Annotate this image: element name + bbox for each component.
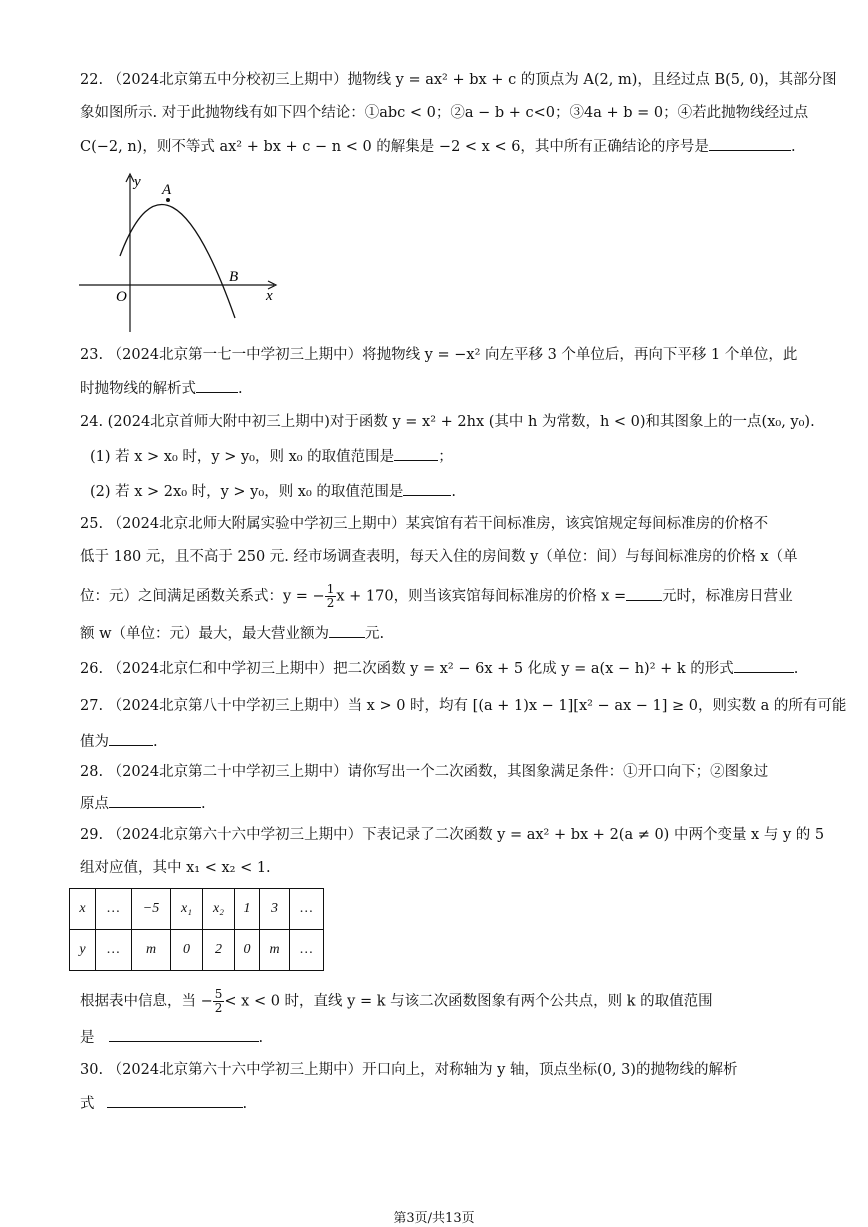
q23-line1: 23. （2024北京第一七一中学初三上期中）将抛物线 y = −x² 向左平移 3 个单位后，再向下平移 1 个单位，此 <box>80 347 798 363</box>
table-cell: x₂ <box>203 889 235 930</box>
x-axis-label: x <box>266 288 273 304</box>
q25-line3-a: 位：元）之间满足函数关系式：y = − <box>80 588 325 605</box>
q30-line2-end: . <box>242 1096 248 1112</box>
q29-line1: 29. （2024北京第六十六中学初三上期中）下表记录了二次函数 y = ax² + bx + 2(a ≠ 0) 中两个变量 x 与 y 的 5 <box>80 827 825 843</box>
q30-line2 <box>80 1093 247 1114</box>
q25-frac-num: 1 <box>326 582 335 596</box>
table-cell: x <box>70 889 96 930</box>
q29-line4-end: . <box>258 1030 264 1046</box>
table-cell: 0 <box>235 930 260 971</box>
q27-answer-blank <box>109 731 153 746</box>
table-row-x <box>70 889 324 930</box>
q24-part2 <box>90 481 456 502</box>
table-cell: x₁ <box>171 889 203 930</box>
q29-answer-blank <box>109 1027 259 1042</box>
table-cell: m <box>132 930 171 971</box>
q24-part1-blank <box>394 446 438 461</box>
q22-line1: 22. （2024北京第五中分校初三上期中）抛物线 y = ax² + bx + c 的顶点为 A(2, m)，且经过点 B(5, 0)，其部分图 <box>80 72 837 88</box>
q22-answer-blank <box>709 136 791 151</box>
q29-line3 <box>80 988 713 1015</box>
q25-line2: 低于 180 元，且不高于 250 元. 经市场调查表明，每天入住的房间数 y（单位：间）与每间标准房的价格 x（单 <box>80 549 798 565</box>
q22-line3 <box>80 136 796 157</box>
table-cell: −5 <box>132 889 171 930</box>
q24-part1-end: ； <box>438 449 453 465</box>
q24-part2-blank <box>403 481 451 496</box>
q24-line1: 24. (2024北京首师大附中初三上期中)对于函数 y = x² + 2hx (其中 h 为常数，h < 0)和其图象上的一点(x₀, y₀). <box>80 414 815 430</box>
q25-line3-c: 元时，标准房日营业 <box>662 588 793 605</box>
origin-label: O <box>116 289 127 305</box>
table-cell: 0 <box>171 930 203 971</box>
q28-line2-text: 原点 <box>80 796 109 812</box>
q30-answer-blank <box>107 1093 243 1108</box>
q25-line3-b: x + 170，则当该宾馆每间标准房的价格 x = <box>336 588 627 605</box>
q27-line2-text: 值为 <box>80 734 109 750</box>
q26-line1-text: 26. （2024北京仁和中学初三上期中）把二次函数 y = x² − 6x + 5 化成 y = a(x − h)² + k 的形式 <box>80 661 734 677</box>
table-cell: … <box>96 930 132 971</box>
q28-answer-blank <box>109 793 201 808</box>
q28-line2 <box>80 793 206 814</box>
q29-frac-den: 2 <box>214 1001 223 1015</box>
q26-line1-end: . <box>793 661 799 677</box>
parabola-curve <box>120 204 235 318</box>
q26-line1 <box>80 658 798 679</box>
q25-line3 <box>80 583 793 610</box>
q25-line4-a: 额 w（单位：元）最大，最大营业额为 <box>80 626 330 642</box>
parabola-graph <box>76 168 286 334</box>
q25-fraction <box>325 583 337 610</box>
q27-line1: 27. （2024北京第八十中学初三上期中）当 x > 0 时，均有 [(a + 1)x − 1][x² − ax − 1] ≥ 0，则实数 a 的所有可能 <box>80 698 847 714</box>
q30-line2-text: 式 <box>80 1096 95 1112</box>
q22-line2: 象如图所示. 对于此抛物线有如下四个结论：①abc < 0；②a − b + c<0；③4a + b = 0；④若此抛物线经过点 <box>80 105 809 121</box>
table-row-y <box>70 930 324 971</box>
vertex-point-a <box>166 198 170 202</box>
point-b-label: B <box>229 269 239 285</box>
q22-line3-text: C(−2, n)，则不等式 ax² + bx + c − n < 0 的解集是 −2 < x < 6，其中所有正确结论的序号是 <box>80 139 709 155</box>
table-cell: 1 <box>235 889 260 930</box>
page-footer: 第3页/共13页 <box>393 1211 475 1226</box>
q23-line2-text: 时抛物线的解析式 <box>80 381 196 397</box>
value-table <box>69 888 324 971</box>
table-cell: 2 <box>203 930 235 971</box>
q23-line2 <box>80 378 243 399</box>
q28-line2-end: . <box>201 796 206 812</box>
q23-answer-blank <box>196 378 238 393</box>
table-cell: y <box>70 930 96 971</box>
q26-answer-blank <box>734 658 794 673</box>
q29-line2: 组对应值，其中 x₁ < x₂ < 1. <box>80 860 271 876</box>
q27-line2 <box>80 731 158 752</box>
q25-frac-den: 2 <box>326 596 335 610</box>
q25-line4-b: 元. <box>365 626 385 642</box>
q29-line3-b: < x < 0 时，直线 y = k 与该二次函数图象有两个公共点，则 k 的取值范围 <box>224 993 713 1010</box>
table-cell: m <box>260 930 290 971</box>
table-cell: … <box>290 889 324 930</box>
q24-part2-end: . <box>451 484 457 500</box>
q29-line4-text: 是 <box>80 1030 95 1046</box>
q25-revenue-blank <box>329 623 365 638</box>
q23-line2-end: . <box>238 381 243 397</box>
table-cell: … <box>290 930 324 971</box>
q24-part2-text: (2) 若 x > 2x₀ 时，y > y₀，则 x₀ 的取值范围是 <box>90 484 404 500</box>
q29-fraction <box>213 988 225 1015</box>
q29-line4 <box>80 1027 263 1048</box>
table-cell: 3 <box>260 889 290 930</box>
q22-line3-end: . <box>790 139 796 155</box>
table-cell: … <box>96 889 132 930</box>
q29-line3-a: 根据表中信息，当 − <box>80 993 213 1010</box>
q25-price-blank <box>626 586 662 601</box>
q29-frac-num: 5 <box>214 987 223 1001</box>
q27-line2-end: . <box>153 734 158 750</box>
q25-line4 <box>80 623 384 644</box>
q24-part1-text: (1) 若 x > x₀ 时，y > y₀，则 x₀ 的取值范围是 <box>90 449 395 465</box>
q30-line1: 30. （2024北京第六十六中学初三上期中）开口向上，对称轴为 y 轴，顶点坐标(0, 3)的抛物线的解析 <box>80 1062 738 1078</box>
y-axis-label: y <box>134 174 141 190</box>
q25-line1: 25. （2024北京北师大附属实验中学初三上期中）某宾馆有若干间标准房，该宾馆规定每间标准房的价格不 <box>80 516 769 532</box>
q24-part1 <box>90 446 453 467</box>
point-a-label: A <box>162 182 172 198</box>
q28-line1: 28. （2024北京第二十中学初三上期中）请你写出一个二次函数，其图象满足条件：①开口向下；②图象过 <box>80 764 769 780</box>
